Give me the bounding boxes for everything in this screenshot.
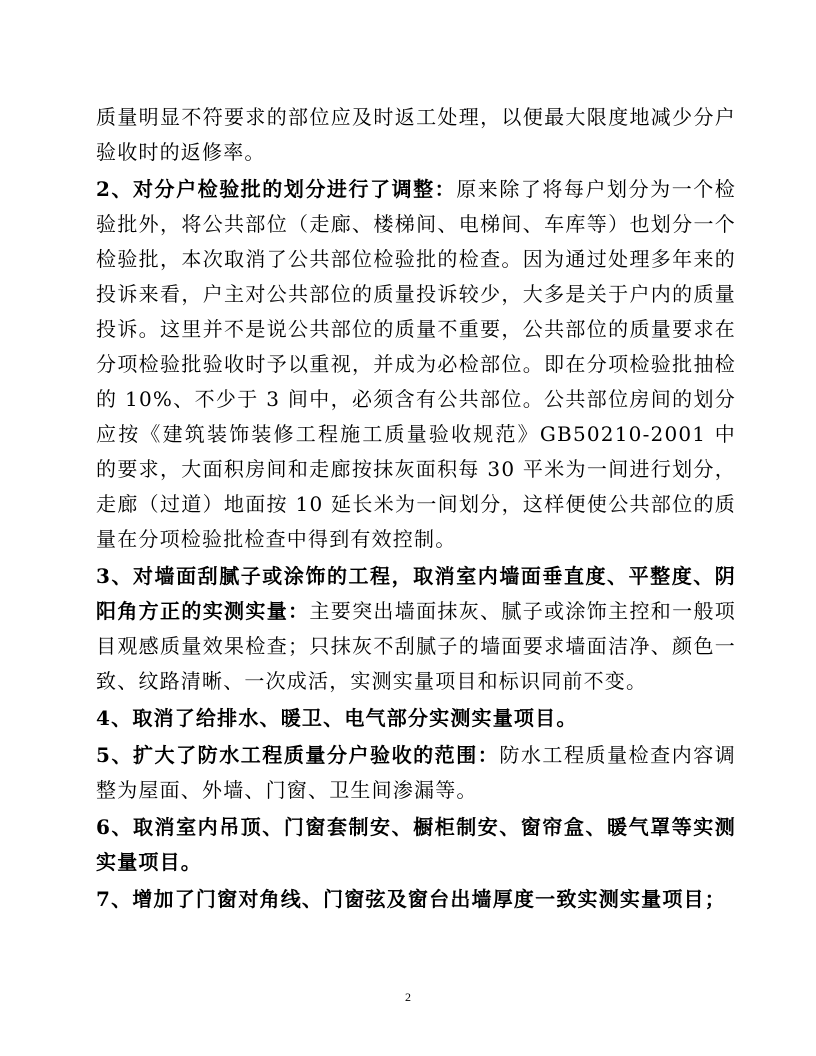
paragraph-1-text: 质量明显不符要求的部位应及时返工处理，以便最大限度地减少分户验收时的返修率。 xyxy=(96,105,736,164)
paragraph-4-lead: 4、取消了给排水、暖卫、电气部分实测实量项目。 xyxy=(96,706,578,730)
paragraph-2 xyxy=(96,172,736,557)
paragraph-6-lead: 6、取消室内吊顶、门窗套制安、橱柜制安、窗帘盒、暖气罩等实测实量项目。 xyxy=(96,815,736,874)
paragraph-5-lead: 5、扩大了防水工程质量分户验收的范围： xyxy=(96,743,500,767)
paragraph-7 xyxy=(96,882,736,917)
paragraph-4 xyxy=(96,701,736,736)
document-body xyxy=(96,100,736,919)
paragraph-1 xyxy=(96,100,736,170)
paragraph-3-text: 主要突出墙面抹灰、腻子或涂饰主控和一般项目观感质量效果检查；只抹灰不刮腻子的墙面要求墙面洁净、颜色一致、纹路清晰、一次成活，实测实量项目和标识同前不变。 xyxy=(96,599,737,693)
paragraph-5-text: 防水工程质量检查内容调整为屋面、外墙、门窗、卫生间渗漏等。 xyxy=(96,743,737,802)
paragraph-5 xyxy=(96,738,736,808)
page-number: 2 xyxy=(405,990,411,1004)
paragraph-2-lead: 2、对分户检验批的划分进行了调整： xyxy=(96,177,457,201)
paragraph-6 xyxy=(96,810,736,880)
paragraph-3 xyxy=(96,559,736,699)
paragraph-2-text: 原来除了将每户划分为一个检验批外，将公共部位（走廊、楼梯间、电梯间、车库等）也划分一个检验批，本次取消了公共部位检验批的检查。因为通过处理多年来的投诉来看，户主对公共部位的质量投诉较少，大多是关于户内的质量投诉。这里并不是说公共部位的质量不重要，公共部位的质量要求在分项检验批验收时予以重视，并成为必检部位。即在分项检验批抽检的 10%、不少于 3 间中，必须含有公共部位。公共部位房间的划分应按《建筑装饰装修工程施工质量验收规范》GB50210-2001 中的要求，大面积房间和走廊按抹灰面积每 30 平米为一间进行划分，走廊（过道）地面按 10 延长米为一间划分，这样便使公共部位的质量在分项检验批检查中得到有效控制。 xyxy=(96,177,736,551)
paragraph-7-lead: 7、增加了门窗对角线、门窗弦及窗台出墙厚度一致实测实量项目； xyxy=(96,887,726,911)
paragraph-3-lead: 3、对墙面刮腻子或涂饰的工程，取消室内墙面垂直度、平整度、阴阳角方正的实测实量： xyxy=(96,564,736,623)
